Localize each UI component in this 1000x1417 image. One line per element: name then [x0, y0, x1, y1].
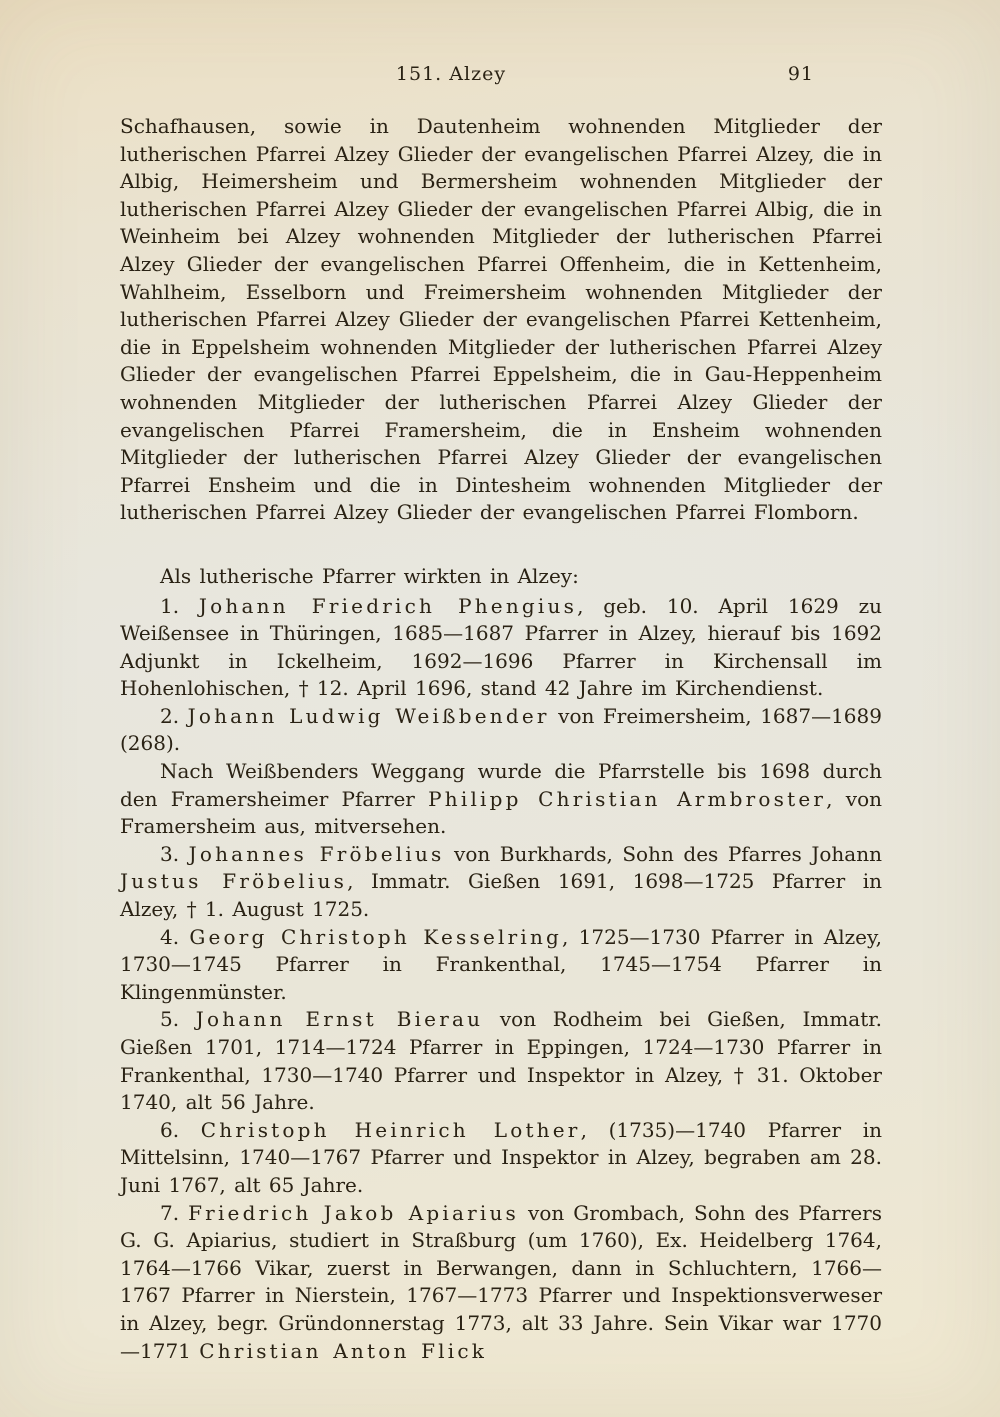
text-run: , (1735)—1740 Pfarrer in Mittelsinn, 1740—1767 Pfarrer und Inspektor in Alzey, begraben am 28. Juni 1767, alt 65 Jahre. [120, 1117, 882, 1197]
person-name: Justus Fröbelius [120, 869, 348, 894]
paragraph [120, 1117, 882, 1200]
person-name: Johann Friedrich Phengius [198, 593, 578, 618]
text-run: von Freimersheim, 1687—1689 (268). [120, 703, 882, 756]
text-run: 2. [160, 703, 188, 728]
text-run: Schafhausen, sowie in Dautenheim wohnenden Mitglieder der lutherischen Pfarrei Alzey Glieder der evangelischen Pfarrei Alzey, die in Albig, Heimersheim und Bermersheim wohnenden Mitglieder der lutherischen Pfarrei Alzey Glieder der evangelischen Pfarrei Albig, die in Weinheim bei Alzey wohnenden Mitglieder der lutherischen Pfarrei Alzey Glieder der evangelischen Pfarrei Offenheim, die in Kettenheim, Wahlheim, Esselborn und Freimersheim wohnenden Mitglieder der lutherischen Pfarrei Alzey Glieder der evangelischen Pfarrei Kettenheim, die in Eppelsheim wohnenden Mitglieder der lutherischen Pfarrei Alzey Glieder der evangelischen Pfarrei Eppelsheim, die in Gau-Heppenheim wohnenden Mitglieder der lutherischen Pfarrei Alzey Glieder der evangelischen Pfarrei Framersheim, die in Ensheim wohnenden Mitglieder der lutherischen Pfarrei Alzey Glieder der evangelischen Pfarrei Ensheim und die in Dintesheim wohnenden Mitglieder der lutherischen Pfarrei Alzey Glieder der evangelischen Pfarrei Flomborn. [120, 114, 882, 525]
text-run: von Rodheim bei Gießen, Immatr. Gießen 1701, 1714—1724 Pfarrer in Eppingen, 1724—1730 Pfarrer in Frankenthal, 1730—1740 Pfarrer und Inspektor in Alzey, † 31. Oktober 1740, alt 56 Jahre. [120, 1007, 882, 1115]
text-run: , Immatr. Gießen 1691, 1698—1725 Pfarrer in Alzey, † 1. August 1725. [120, 869, 882, 922]
text-run: 1. [160, 593, 199, 618]
person-name: Johann Ernst Bierau [195, 1007, 484, 1032]
text-run: , 1725—1730 Pfarrer in Alzey, 1730—1745 Pfarrer in Frankenthal, 1745—1754 Pfarrer in Klingenmünster. [120, 924, 882, 1004]
text-run: von Grombach, Sohn des Pfarrers G. G. Apiarius, studiert in Straßburg (um 1760), Ex. Heidelberg 1764, 1764—1766 Vikar, zuerst in Berwangen, dann in Schluchtern, 1766—1767 Pfarrer in Nierstein, 1767—1773 Pfarrer und Inspektionsverweser in Alzey, begr. Gründonnerstag 1773, alt 33 Jahre. Sein Vikar war 1770—1771 [120, 1200, 882, 1363]
paragraph [120, 703, 882, 758]
text-run: , geb. 10. April 1629 zu Weißensee in Thüringen, 1685—1687 Pfarrer in Alzey, hierauf bis 1692 Adjunkt in Ickelheim, 1692—1696 Pfarrer in Kirchensall im Hohenlohischen, † 12. April 1696, stand 42 Jahre im Kirchendienst. [120, 593, 882, 701]
person-name: Christoph Heinrich Lother [200, 1117, 581, 1142]
text-run: Nach Weißbenders Weggang wurde die Pfarrstelle bis 1698 durch den Framersheimer Pfarrer [120, 759, 882, 811]
text-run: 7. [160, 1200, 189, 1225]
person-name: Johannes Fröbelius [188, 841, 445, 866]
person-name: Philipp Christian Armbroster [428, 786, 827, 811]
text-run: von Burkhards, Sohn des Pfarres Johann [444, 841, 882, 866]
text-column [120, 113, 882, 1365]
person-name: Georg Christoph Kesselring [189, 924, 563, 949]
text-run: 6. [160, 1117, 201, 1142]
paragraph [120, 758, 882, 841]
running-head [120, 63, 882, 93]
text-run: Als lutherische Pfarrer wirkten in Alzey: [160, 563, 579, 588]
paragraph [120, 593, 882, 703]
page-number: 91 [787, 63, 814, 85]
paragraph [120, 1200, 882, 1366]
section-heading [120, 563, 882, 591]
person-name: Friedrich Jakob Apiarius [188, 1200, 520, 1225]
text-run: , von Framersheim aus, mitversehen. [120, 786, 882, 839]
paragraph [120, 924, 882, 1007]
chapter-title: 151. Alzey [395, 63, 507, 85]
paragraph [120, 1006, 882, 1116]
paragraph [120, 841, 882, 924]
text-run: 4. [160, 924, 190, 949]
text-run: 5. [160, 1007, 196, 1032]
person-name: Christian Anton Flick [199, 1338, 488, 1363]
text-run: 3. [160, 841, 189, 866]
person-name: Johann Ludwig Weißbender [187, 703, 550, 728]
paragraph [120, 113, 882, 527]
